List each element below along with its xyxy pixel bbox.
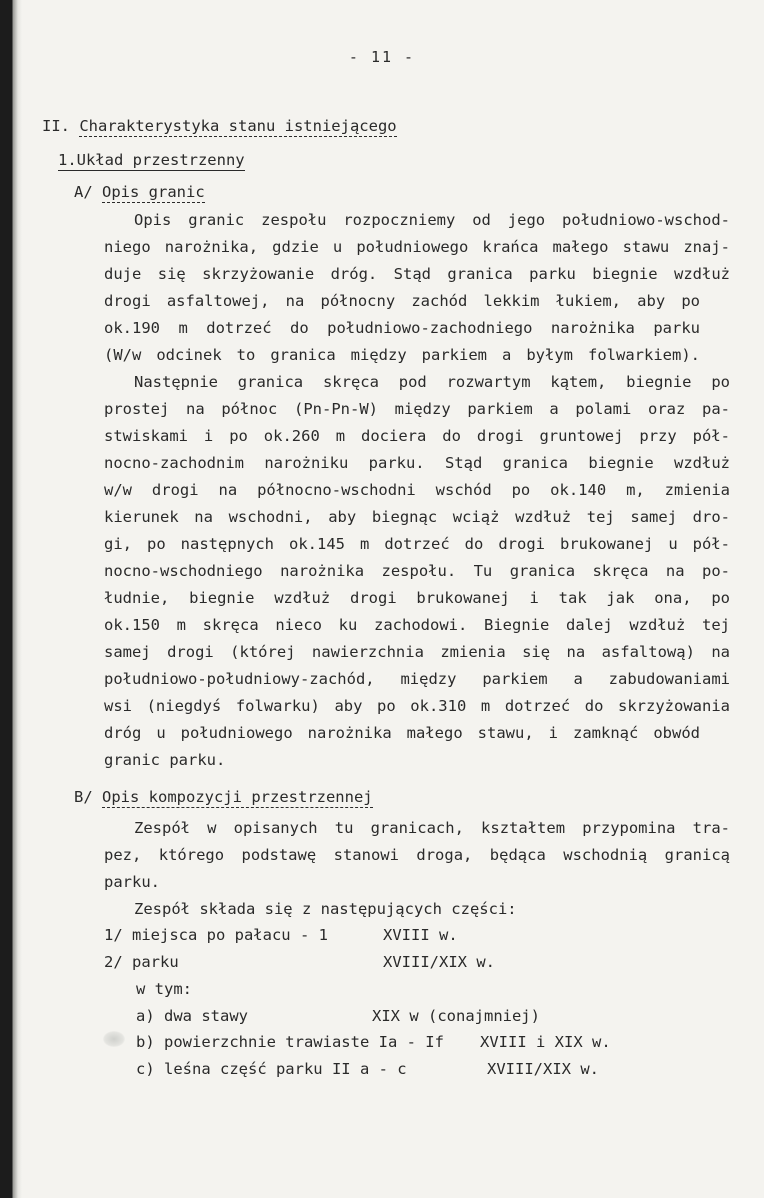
list-item-date: XVIII i XIX w. <box>480 1033 611 1051</box>
binding-edge <box>0 0 22 1198</box>
part-a-line: stwiskami i po ok.260 m dociera do drogi gruntowej przy pół- <box>104 427 730 445</box>
part-a-line: południowo-południowy-zachód, między parkiem a zabudowaniami <box>104 670 730 688</box>
list-item-text: 1/ miejsca po pałacu - 1 <box>104 926 328 944</box>
part-a-heading <box>74 182 205 202</box>
part-b-line: pez, którego podstawę stanowi droga, będąca wschodnią granicą <box>104 846 730 864</box>
part-a-title: Opis granic <box>102 183 205 201</box>
list-item-date: XVIII w. <box>383 926 458 944</box>
page-number: - 11 - <box>348 48 416 66</box>
part-a-line: łudnie, biegnie wzdłuż drogi brukowanej i tak jak ona, po <box>104 589 730 607</box>
part-a-line: drogi asfaltowej, na północny zachód lekkim łukiem, aby po <box>104 292 700 310</box>
section-number: II. <box>42 117 70 135</box>
list-item-text: c) leśna część parku II a - c <box>136 1060 407 1078</box>
part-b-heading <box>74 787 373 807</box>
part-b-title: Opis kompozycji przestrzennej <box>102 788 373 806</box>
list-item-text: 2/ parku <box>104 953 179 971</box>
part-b-line: Zespół składa się z następujących części: <box>134 900 517 918</box>
part-a-line: kierunek na wschodni, aby biegnąc wciąż wzdłuż tej samej dro- <box>104 508 730 526</box>
part-a-line: w/w drogi na północno-wschodni wschód po ok.140 m, zmienia <box>104 481 730 499</box>
part-a-line: granic parku. <box>104 751 226 769</box>
part-a-line: niego narożnika, gdzie u południowego krańca małego stawu znaj- <box>104 238 730 256</box>
list-item-text: w tym: <box>136 980 192 998</box>
part-a-line: dróg u południowego narożnika małego stawu, i zamknąć obwód <box>104 724 700 742</box>
part-a-line: gi, po następnych ok.145 m dotrzeć do drogi brukowanej u pół- <box>104 535 730 553</box>
part-b-label: B/ <box>74 788 93 806</box>
section-title: Charakterystyka stanu istniejącego <box>79 117 397 135</box>
part-a-line: (W/w odcinek to granica między parkiem a byłym folwarkiem). <box>104 346 700 364</box>
list-item-date: XIX w (conajmniej) <box>372 1007 540 1025</box>
ink-smudge <box>103 1031 125 1047</box>
list-item-date: XVIII/XIX w. <box>383 953 495 971</box>
part-a-line: duje się skrzyżowanie dróg. Stąd granica parku biegnie wzdłuż <box>104 265 730 283</box>
part-b-line: Zespół w opisanych tu granicach, kształtem przypomina tra- <box>134 819 730 837</box>
part-a-line: ok.150 m skręca nieco ku zachodowi. Biegnie dalej wzdłuż tej <box>104 616 730 634</box>
part-a-line: samej drogi (której nawierzchnia zmienia się na asfaltową) na <box>104 643 730 661</box>
list-item-text: b) powierzchnie trawiaste Ia - If <box>136 1033 444 1051</box>
part-a-line: Opis granic zespołu rozpoczniemy od jego południowo-wschod- <box>134 211 730 229</box>
part-a-line: wsi (niegdyś folwarku) aby po ok.310 m dotrzeć do skrzyżowania <box>104 697 730 715</box>
part-a-label: A/ <box>74 183 93 201</box>
part-a-line: Następnie granica skręca pod rozwartym kątem, biegnie po <box>134 373 730 391</box>
subsection-heading: 1.Układ przestrzenny <box>58 151 245 169</box>
list-item-text: a) dwa stawy <box>136 1007 248 1025</box>
list-item-date: XVIII/XIX w. <box>487 1060 599 1078</box>
part-a-line: nocno-wschodniego narożnika zespołu. Tu granica skręca na po- <box>104 562 730 580</box>
part-a-line: prostej na północ (Pn-Pn-W) między parkiem a polami oraz pa- <box>104 400 730 418</box>
part-a-line: nocno-zachodnim narożniku parku. Stąd granica biegnie wzdłuż <box>104 454 730 472</box>
part-b-line: parku. <box>104 873 160 891</box>
part-a-line: ok.190 m dotrzeć do południowo-zachodniego narożnika parku <box>104 319 700 337</box>
section-heading <box>42 116 397 136</box>
